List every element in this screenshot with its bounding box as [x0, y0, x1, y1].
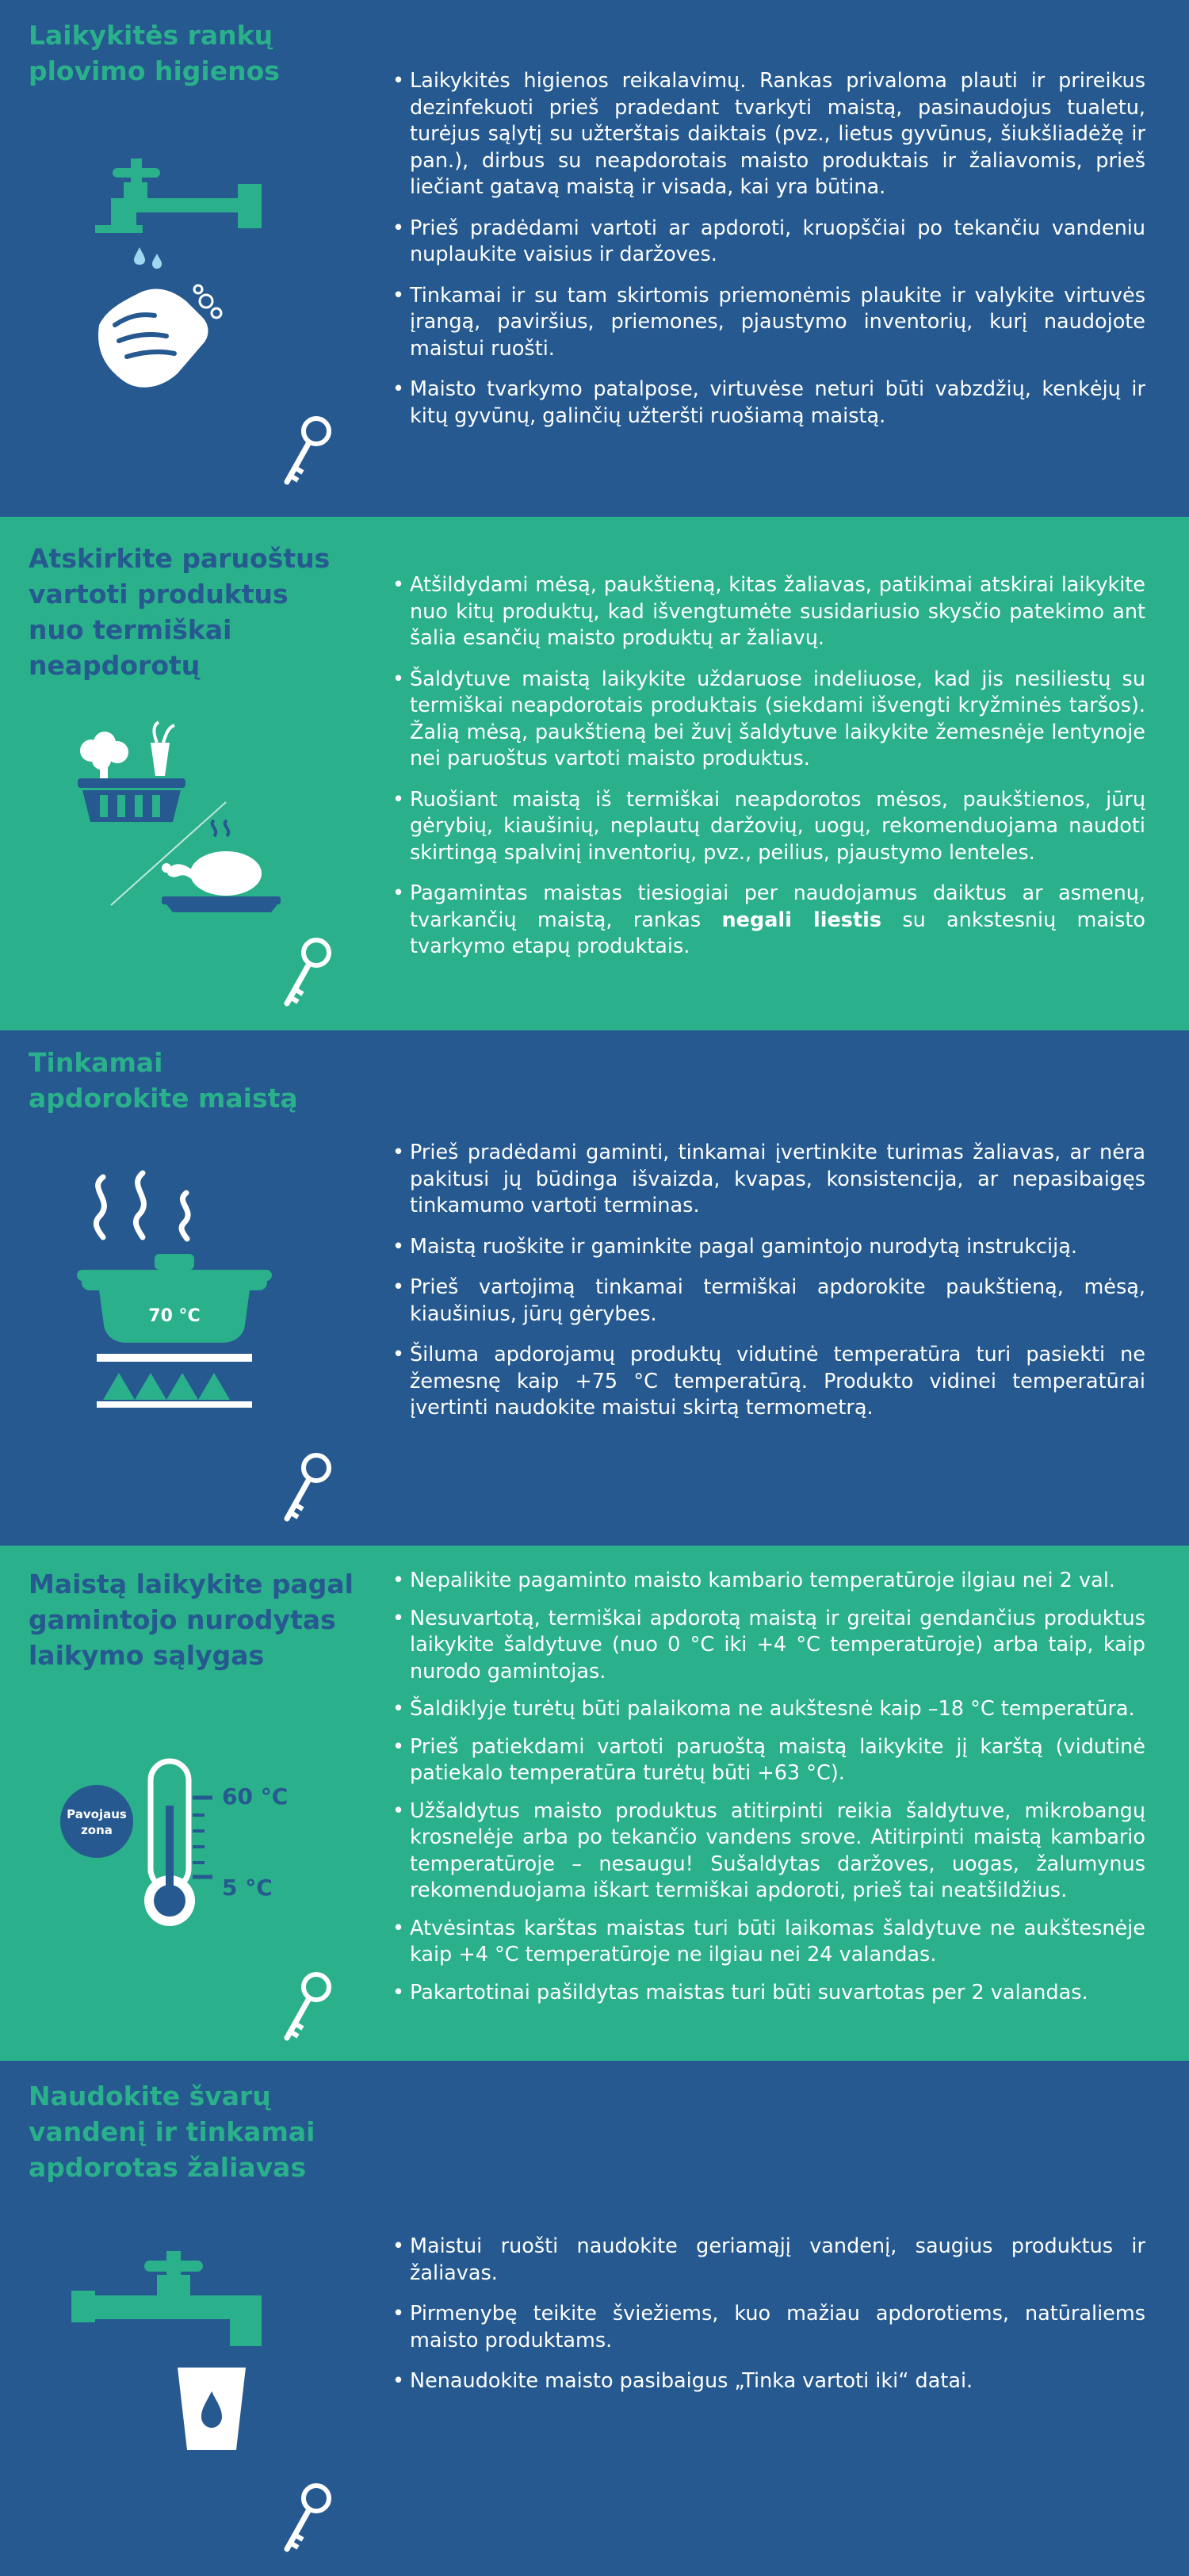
stove-burner-icon — [95, 1354, 254, 1409]
water-drops-icon — [133, 246, 165, 277]
faucet-icon — [95, 159, 277, 238]
list-item: • Tinkamai ir su tam skirtomis priemonėmis plaukite ir valykite virtuvės įrangą, paviršius, priemones, pjaustymo inventorių, kurį naudojote maistui ruošti. — [392, 283, 1145, 363]
list-item: • Šaldytuve maistą laikykite uždaruose indeliuose, kad jis nesiliestų su termiškai neapdorotais produktais (siekdami išvengti kryžminės taršos). Žalią mėsą, paukštieną bei žuvį šaldytuve laikykite žemesnėje lentynoje nei paruoštus vartoti maisto produktus. — [392, 667, 1145, 773]
title-line: Naudokite švarų — [29, 2081, 271, 2112]
list-item: • Prieš pradėdami vartoti ar apdoroti, kruopščiai po tekančiu vandeniu nuplaukite vaisius ir daržoves. — [392, 216, 1145, 269]
list-item: • Atšildydami mėsą, paukštieną, kitas žaliavas, patikimai atskirai laikykite nuo kitų produktų, kad išvengtumėte susidariusio skysčio patekimo ant šalia esančių maisto produktų ar žaliavų. — [392, 572, 1145, 652]
title-line: laikymo sąlygas — [29, 1640, 265, 1671]
title-line: apdorokite maistą — [29, 1083, 298, 1114]
section-title — [29, 17, 280, 89]
key-icon — [279, 1450, 335, 1522]
bold-text: negali liestis — [721, 908, 882, 932]
list-item: • Ruošiant maistą iš termiškai neapdorotos mėsos, paukštienos, jūrų gėrybių, kiaušinių, neplautų daržovių, uogų, rekomenduojama naudoti skirtingą spalvinį inventorių, pvz., peilius, pjaustymo lenteles. — [392, 787, 1145, 867]
key-icon — [279, 1970, 335, 2041]
list-item: • Maistui ruošti naudokite geriamąjį vandenį, saugius produktus ir žaliavas. — [392, 2234, 1145, 2287]
title-line: Laikykitės rankų — [29, 20, 273, 51]
danger-zone-badge — [57, 1782, 136, 1861]
title-line: nuo termiškai — [29, 614, 232, 645]
key-icon — [279, 935, 335, 1007]
list-item: • Nenaudokite maisto pasibaigus „Tinka vartoti iki“ datai. — [392, 2368, 1145, 2395]
washing-hands-icon — [91, 277, 226, 396]
list-item: • Nesuvartotą, termiškai apdorotą maistą ir greitai gendančius produktus laikykite šaldytuve (nuo 0 °C iki +4 °C temperatūroje) arba taip, kaip nurodo gamintojas. — [392, 1606, 1145, 1686]
temp-low-label: 5 °C — [222, 1875, 273, 1901]
list-item: • Prieš patiekdami vartoti paruoštą maistą laikykite jį karštą (vidutinė patiekalo temperatūra turėtų būti +63 °C). — [392, 1734, 1145, 1787]
title-line: neapdorotų — [29, 650, 201, 681]
list-item: • Prieš vartojimą tinkamai termiškai apdorokite paukštieną, mėsą, kiaušinius, jūrų gėrybes. — [392, 1275, 1145, 1328]
section-cook-food — [0, 1030, 1189, 1546]
roast-chicken-icon — [159, 814, 285, 917]
section-title — [29, 1566, 354, 1673]
bullet-list — [392, 1568, 1145, 2017]
section-title — [29, 541, 330, 683]
list-item: • Nepalikite pagaminto maisto kambario temperatūroje ilgiau nei 2 val. — [392, 1568, 1145, 1595]
steam-icon — [79, 1169, 222, 1248]
water-glass-icon — [176, 2366, 247, 2453]
pot-temperature-label: 70 °C — [148, 1306, 201, 1326]
faucet-icon — [71, 2251, 277, 2346]
bullet-list — [392, 68, 1145, 444]
list-item: • Šaldiklyje turėtų būti palaikoma ne aukštesnė kaip –18 °C temperatūra. — [392, 1696, 1145, 1723]
list-item: • Laikykitės higienos reikalavimų. Rankas privaloma plauti ir prireikus dezinfekuoti prieš pradedant tvarkyti maistą, pasinaudojus tualetu, turėjus sąlytį su užterštais daiktais (pvz., lietus gyvūnus, šiukšliadėžę ir pan.), dirbus su neapdorotais maisto produktais ir žaliavomis, prieš liečiant gatavą maistą ir visada, kai yra būtina. — [392, 68, 1145, 201]
title-line: vandenį ir tinkamai — [29, 2116, 315, 2147]
section-clean-water — [0, 2061, 1189, 2576]
bullet-list — [392, 572, 1145, 975]
section-storage — [0, 1546, 1189, 2061]
key-icon — [279, 2481, 335, 2552]
list-item: • Užšaldytus maisto produktus atitirpinti reikia šaldytuve, mikrobangų krosnelėje arba po tekančio vandens srove. Atitirpinti maistą kambario temperatūroje – nesaugu! Sušaldytas daržoves, uogas, žalumynus rekomenduojama iškart termiškai apdoroti, prieš tai neatšildžius. — [392, 1798, 1145, 1905]
section-hand-hygiene — [0, 0, 1189, 517]
text-run: su ankstesnių maisto tvarkymo etapų produktais. — [410, 908, 1145, 958]
list-item: • Šiluma apdorojamų produktų vidutinė temperatūra turi pasiekti ne žemesnę kaip +75 °C temperatūrą. Produkto vidinei temperatūrai įvertinti naudokite maistui skirtą termometrą. — [392, 1342, 1145, 1422]
list-item: • Maisto tvarkymo patalpose, virtuvėse neturi būti vabzdžių, kenkėjų ir kitų gyvūnų, galinčių užteršti ruošiamą maistą. — [392, 376, 1145, 430]
title-line: gamintojo nurodytas — [29, 1604, 336, 1635]
title-line: Tinkamai — [29, 1047, 163, 1078]
list-item: • Atvėsintas karštas maistas turi būti laikomas šaldytuve ne aukštesnėje kaip +4 °C temperatūroje ne ilgiau nei 24 valandas. — [392, 1916, 1145, 1969]
list-item — [392, 881, 1145, 961]
title-line: Atskirkite paruoštus — [29, 543, 331, 574]
temp-high-label: 60 °C — [222, 1783, 289, 1810]
title-line: vartoti produktus — [29, 579, 289, 610]
cooking-pot-icon — [75, 1254, 273, 1349]
list-item: • Pakartotinai pašildytas maistas turi būti suvartotas per 2 valandas. — [392, 1980, 1145, 2007]
list-item: • Pirmenybę teikite šviežiems, kuo mažiau apdorotiems, natūraliems maisto produktams. — [392, 2301, 1145, 2354]
danger-zone-line: zona — [81, 1823, 113, 1837]
list-item: • Prieš pradėdami gaminti, tinkamai įvertinkite turimas žaliavas, ar nėra pakitusi jų būdinga išvaizda, kvapas, konsistencija, ar nepasibaigęs tinkamumo vartoti terminas. — [392, 1140, 1145, 1220]
section-title — [29, 1045, 298, 1116]
key-icon — [279, 414, 335, 485]
bullet-list — [392, 2234, 1145, 2410]
title-line: apdorotas žaliavas — [29, 2152, 307, 2183]
danger-zone-line: Pavojaus — [67, 1807, 127, 1821]
title-line: plovimo higienos — [29, 55, 280, 86]
text-run: Pagamintas maistas tiesiogiai per naudojamus daiktus ar asmenų, tvarkančių maistą, rankas — [410, 881, 1145, 932]
list-item: • Maistą ruoškite ir gaminkite pagal gamintojo nurodytą instrukciją. — [392, 1234, 1145, 1261]
title-line: Maistą laikykite pagal — [29, 1569, 354, 1599]
section-separate-foods — [0, 517, 1189, 1030]
section-title — [29, 2078, 315, 2185]
bullet-list — [392, 1140, 1145, 1436]
